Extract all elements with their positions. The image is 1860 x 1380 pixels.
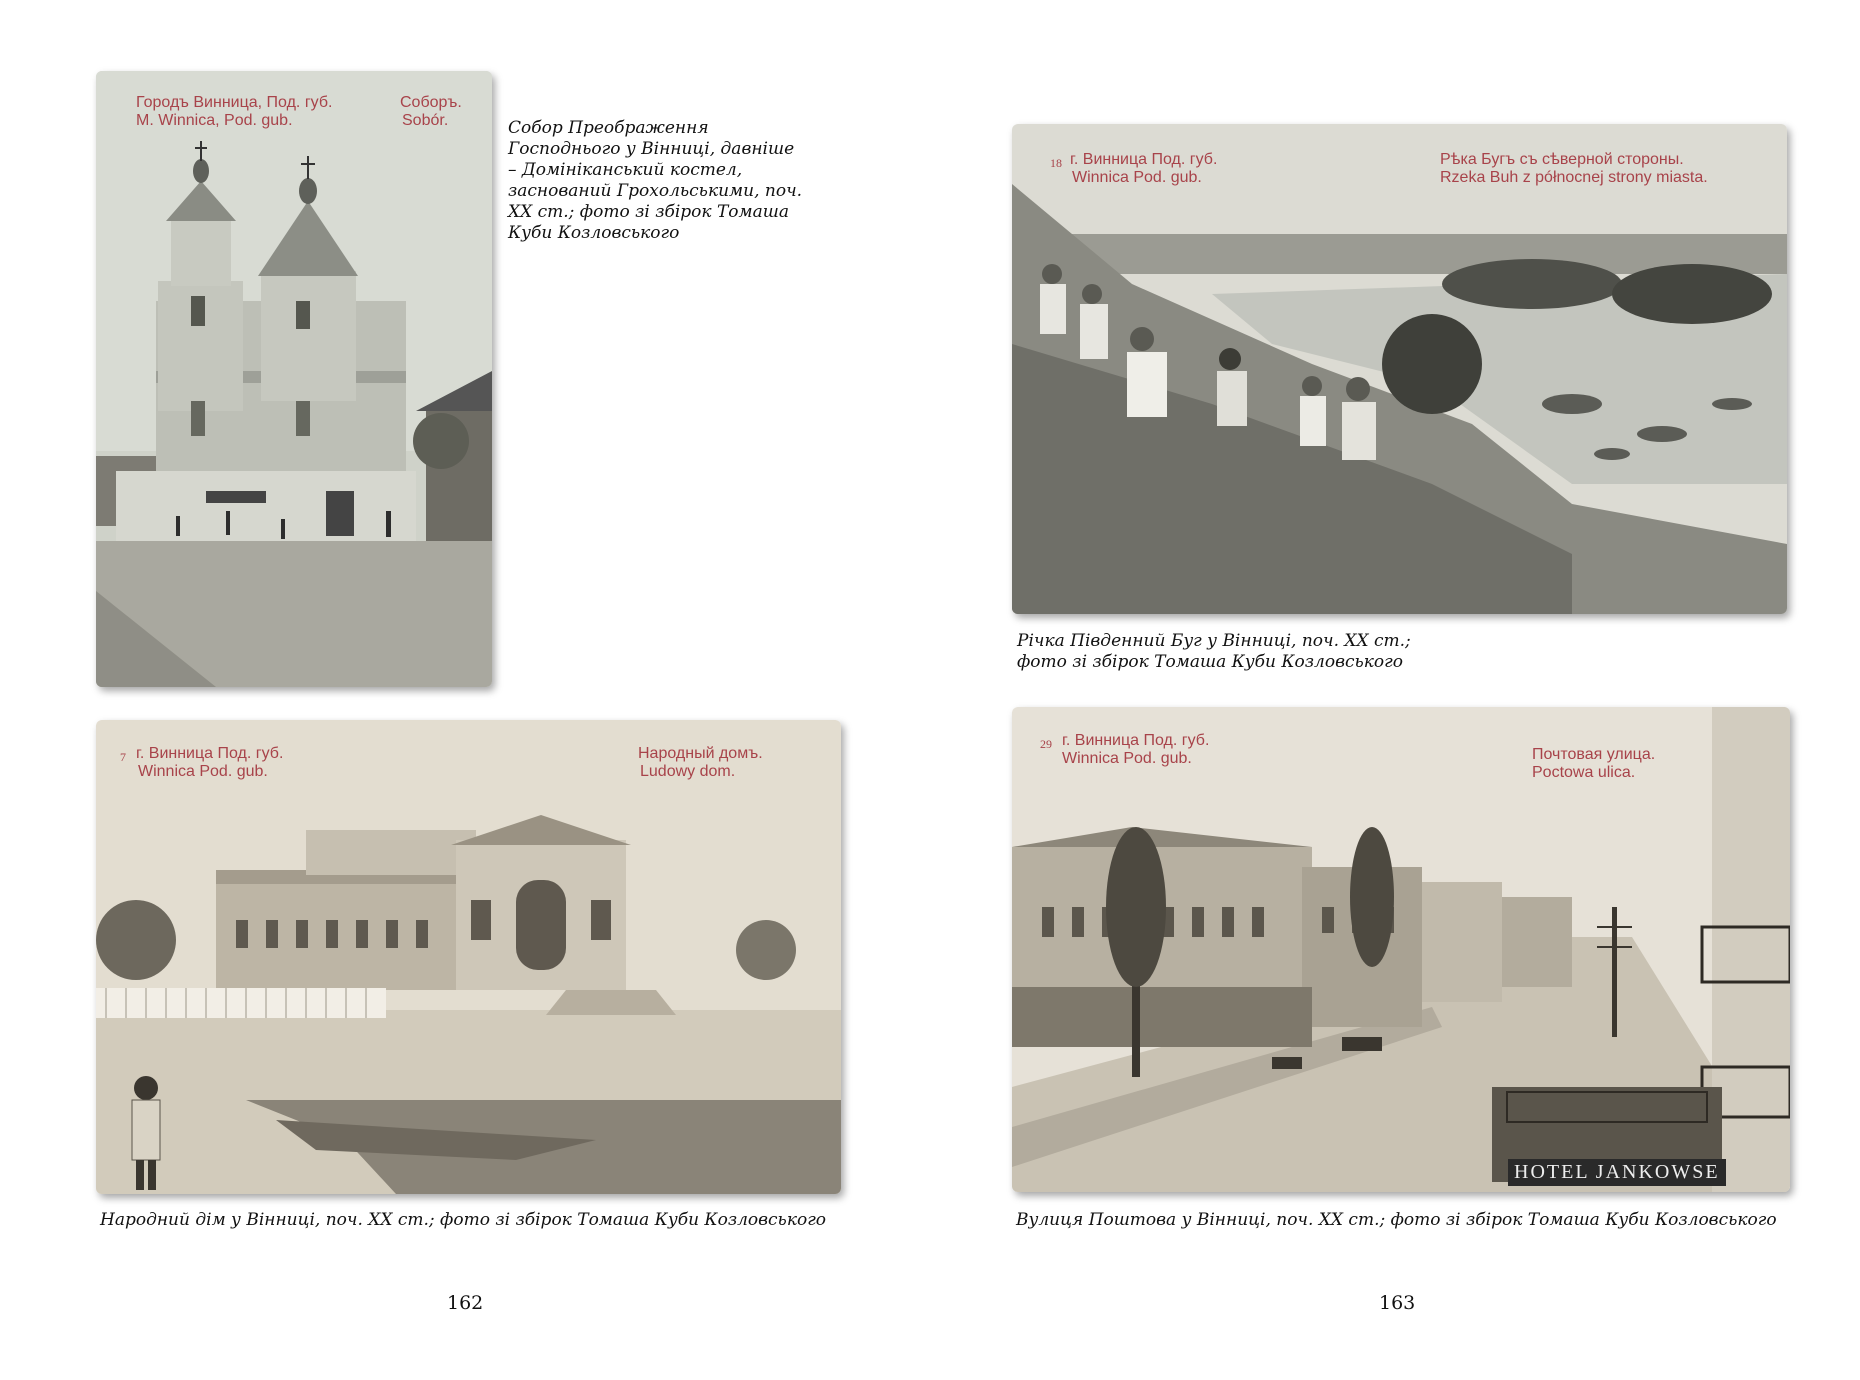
postcard-title-right-1: Соборъ. [400,94,462,111]
postcard-cathedral [96,71,492,687]
postcard-number: 29 [1040,737,1052,751]
page-number-right: 163 [1379,1292,1416,1314]
postcard-title-right-2: Poctowa ulica. [1532,764,1636,781]
postcard-title-left-2: Winnica Pod. gub. [138,763,268,780]
caption-line: фото зі збірок Томаша Куби Козловського [1017,652,1403,672]
postcard-number: 7 [120,750,126,764]
postcard-title-left-2: Winnica Pod. gub. [1062,750,1192,767]
postcard-title-right-2: Sobór. [402,112,449,129]
hotel-sign: HOTEL JANKOWSE [1508,1159,1726,1186]
postcard-title-left-2: Winnica Pod. gub. [1072,169,1202,186]
peoples-house-photo [96,720,841,1194]
caption-post-street: Вулиця Поштова у Вінниці, поч. XX ст.; фото зі збірок Томаша Куби Козловського [1016,1210,1777,1230]
postcard-number: 18 [1050,156,1062,170]
caption-line: Річка Південний Буг у Вінниці, поч. XX ст.; [1017,631,1411,651]
caption-peoples-house: Народний дім у Вінниці, поч. XX ст.; фото зі збірок Томаша Куби Козловського [100,1210,827,1230]
caption-line: Господнього у Вінниці, давніше [508,139,795,159]
caption-line: Собор Преображення [508,118,709,138]
page-number-left: 162 [447,1292,484,1314]
postcard-title-left-1: г. Винница Под. губ. [1070,151,1218,168]
postcard-title-left-1: г. Винница Под. губ. [1062,732,1210,749]
caption-river [1017,631,1537,673]
postcard-title-left-1: Городъ Винница, Под. губ. [136,94,333,111]
postcard-title-right-1: Рѣка Бугъ съ сѣверной стороны. [1440,151,1684,168]
postcard-title-right-2: Rzeka Buh z północnej strony miasta. [1440,169,1708,186]
postcard-title-left-2: M. Winnica, Pod. gub. [136,112,293,129]
postcard-post-street [1012,707,1790,1192]
postcard-river [1012,124,1787,614]
caption-line: заснований Грохольськими, поч. [508,181,803,201]
caption-line: Куби Козловського [508,223,680,243]
post-street-photo [1012,707,1790,1192]
postcard-title-right-1: Народный домъ. [638,745,763,762]
caption-cathedral [508,118,838,244]
caption-line: XX ст.; фото зі збірок Томаша [508,202,789,222]
postcard-title-right-1: Почтовая улица. [1532,746,1656,763]
cathedral-photo [96,71,492,687]
river-photo [1012,124,1787,614]
postcard-peoples-house [96,720,841,1194]
caption-line: – Домініканський костел, [508,160,743,180]
postcard-title-right-2: Ludowy dom. [640,763,736,780]
postcard-title-left-1: г. Винница Под. губ. [136,745,284,762]
